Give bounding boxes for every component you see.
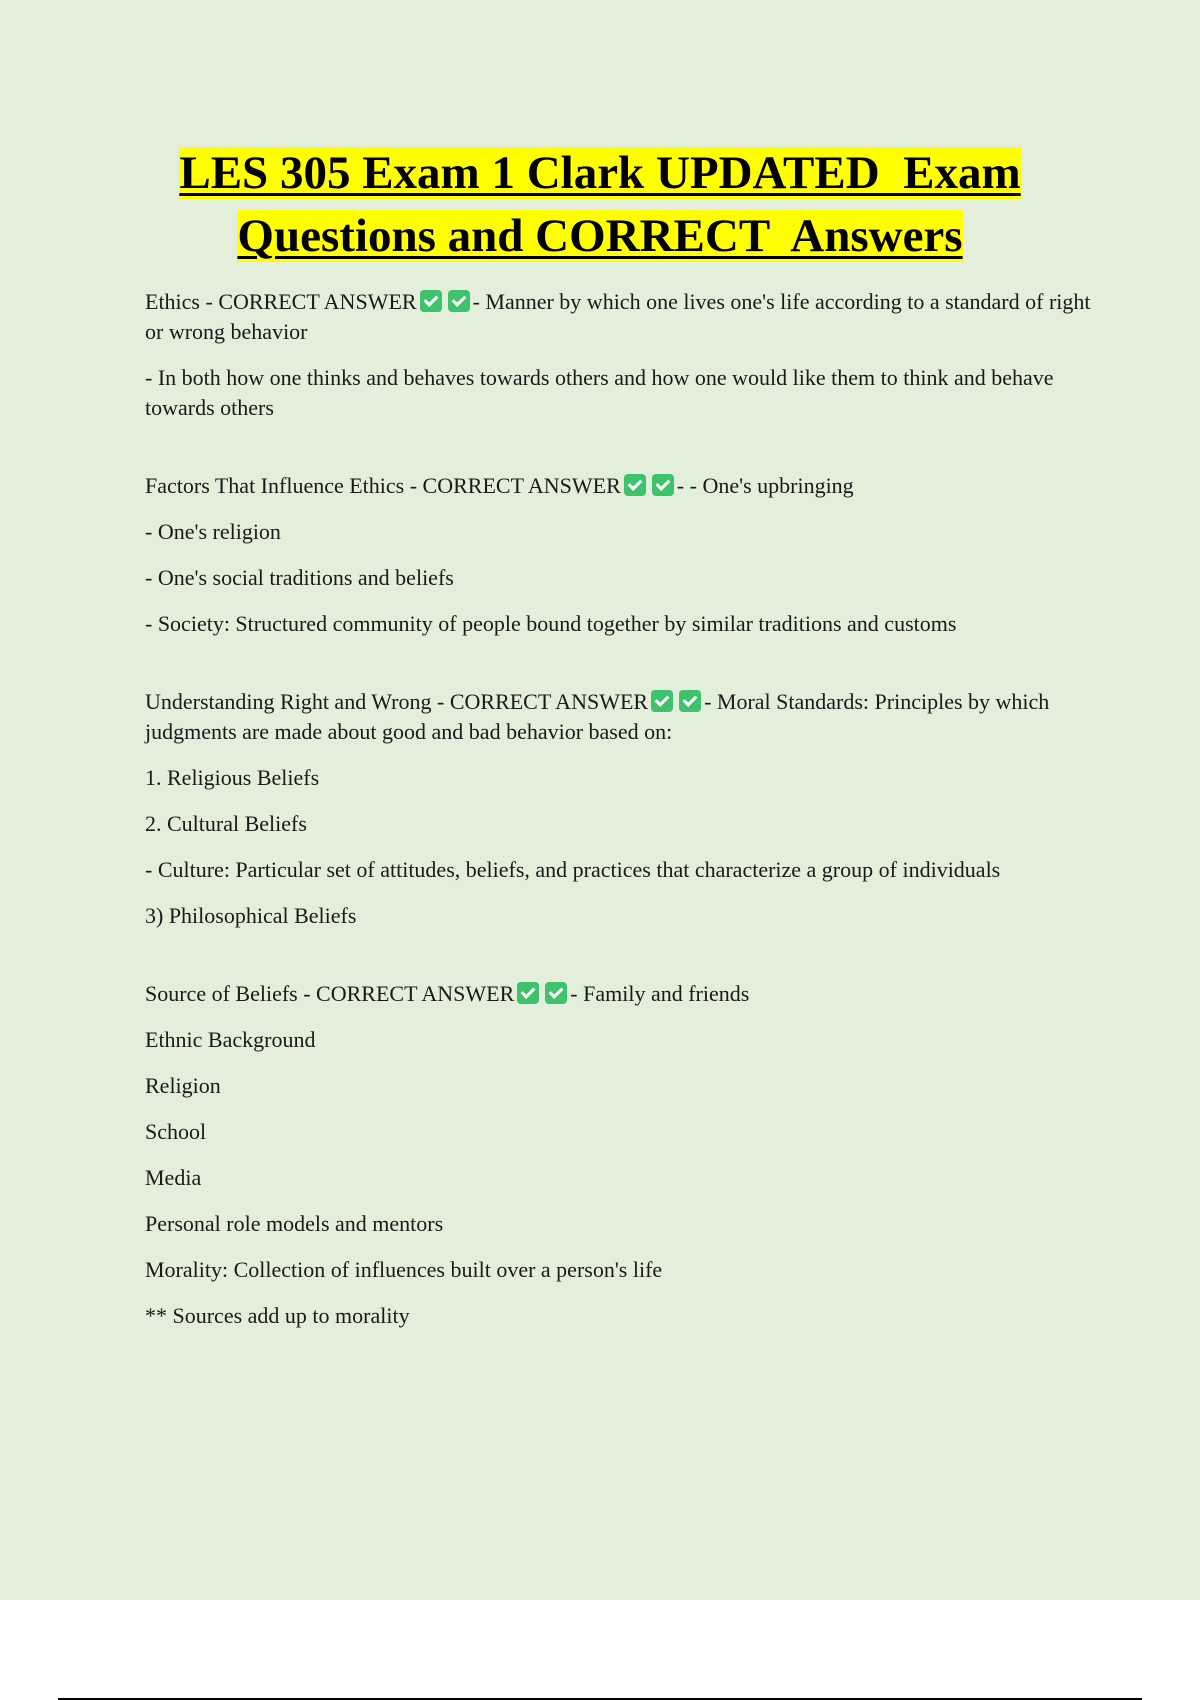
qa-question-line — [145, 687, 1095, 747]
qa-answer-line: 1. Religious Beliefs — [145, 765, 320, 790]
qa-list — [145, 287, 1095, 1379]
qa-answer: - Manner by which one lives one's life according to a standard of right or wrong behavior — [145, 289, 1091, 344]
title-line-2: Questions and CORRECT Answers — [237, 210, 963, 262]
qa-answer: - Family and friends — [570, 981, 750, 1006]
qa-answer-line: Religion — [145, 1073, 221, 1098]
qa-answer-line: School — [145, 1119, 207, 1144]
qa-answer-line: Media — [145, 1165, 202, 1190]
qa-item — [145, 979, 1095, 1331]
qa-question-line — [145, 287, 1095, 347]
qa-item — [145, 471, 1095, 639]
qa-answer-line: - One's religion — [145, 519, 281, 544]
green-checkbox-icon — [624, 474, 646, 496]
qa-item — [145, 687, 1095, 931]
qa-answer-line: 3) Philosophical Beliefs — [145, 903, 357, 928]
qa-question-line — [145, 979, 1095, 1009]
green-checkbox-icon — [679, 690, 701, 712]
green-checkbox-icon — [651, 690, 673, 712]
qa-answer-line: 2. Cultural Beliefs — [145, 811, 307, 836]
qa-answer-line: - In both how one thinks and behaves towards others and how one would like them to think and behave towards others — [145, 365, 1054, 420]
green-checkbox-icon — [652, 474, 674, 496]
green-checkbox-icon — [448, 290, 470, 312]
qa-answer-line: ** Sources add up to morality — [145, 1303, 410, 1328]
qa-answer: - Moral Standards: Principles by which judgments are made about good and bad behavior based on: — [145, 689, 1050, 744]
qa-answer-line: Personal role models and mentors — [145, 1211, 444, 1236]
qa-term: Understanding Right and Wrong - CORRECT ANSWER — [145, 689, 649, 714]
green-checkbox-icon — [420, 290, 442, 312]
document-title — [0, 142, 1200, 268]
qa-answer: - - One's upbringing — [676, 473, 854, 498]
qa-item — [145, 287, 1095, 423]
green-checkbox-icon — [517, 982, 539, 1004]
qa-answer-line: - Society: Structured community of people bound together by similar traditions and customs — [145, 611, 957, 636]
qa-term: Ethics - CORRECT ANSWER — [145, 289, 417, 314]
qa-question-line — [145, 471, 1095, 501]
page-bottom-margin — [0, 1600, 1200, 1700]
green-checkbox-icon — [545, 982, 567, 1004]
title-line-1: LES 305 Exam 1 Clark UPDATED Exam — [179, 147, 1021, 199]
qa-answer-line: Morality: Collection of influences built over a person's life — [145, 1257, 663, 1282]
qa-term: Factors That Influence Ethics - CORRECT ANSWER — [145, 473, 621, 498]
qa-answer-line: - One's social traditions and beliefs — [145, 565, 454, 590]
qa-answer-line: Ethnic Background — [145, 1027, 316, 1052]
qa-answer-line: - Culture: Particular set of attitudes, beliefs, and practices that characterize a group of individuals — [145, 857, 1001, 882]
qa-term: Source of Beliefs - CORRECT ANSWER — [145, 981, 515, 1006]
